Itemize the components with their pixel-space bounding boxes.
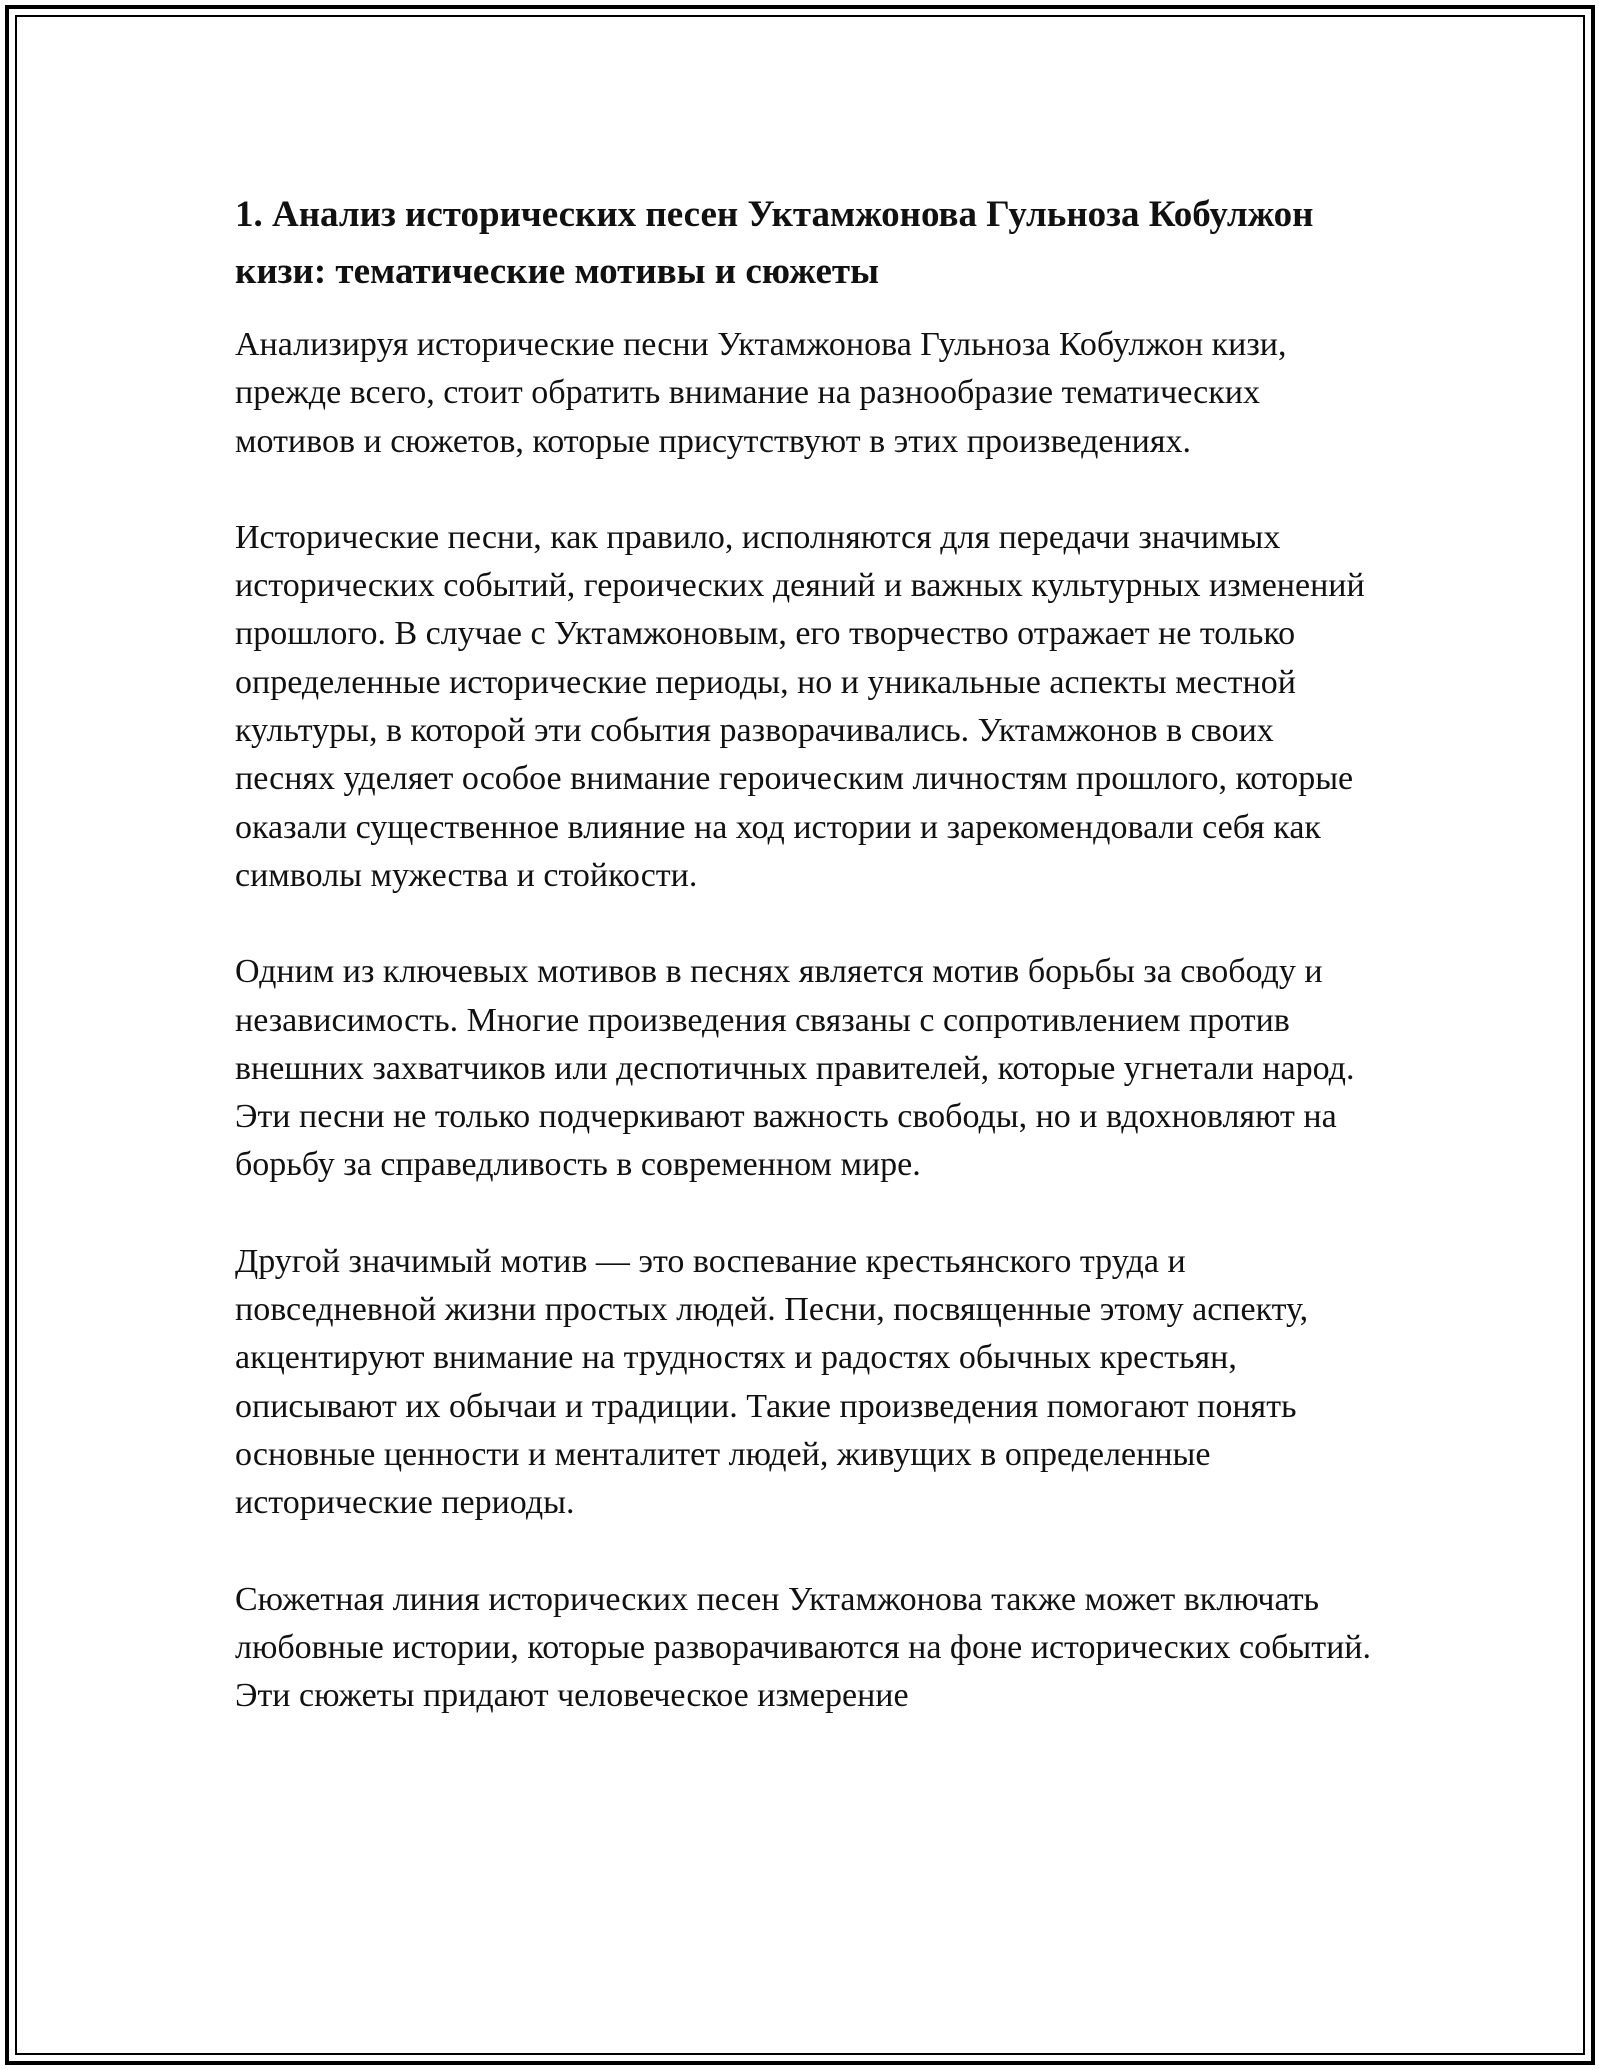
paragraph-5: Сюжетная линия исторических песен Уктамжонова также может включать любовные истории, которые разворачиваются на фоне исторических событий. Эти сюжеты придают человеческое измерение (235, 1580, 1371, 1715)
paragraph-3: Одним из ключевых мотивов в песнях является мотив борьбы за свободу и независимость. Многие произведения связаны с сопротивлением против внешних захватчиков или деспотичных правителей, которые угнетали народ. Эти песни не только подчеркивают важность свободы, но и вдохновляют на борьбу за справедливость в современном мире. (235, 953, 1355, 1184)
paragraph-1: Анализируя исторические песни Уктамжонова Гульноза Кобулжон кизи, прежде всего, стоит обратить внимание на разнообразие тематических мотивов и сюжетов, которые присутствуют в этих произведениях. (235, 326, 1287, 460)
paragraph-2: Исторические песни, как правило, исполняются для передачи значимых исторических событий, героических деяний и важных культурных изменений прошлого. В случае с Уктамжоновым, его творчество отражает не только определенные исторические периоды, но и уникальные аспекты местной культуры, в которой эти события разворачивались. Уктамжонов в своих песнях уделяет особое внимание героическим личностям прошлого, которые оказали существенное влияние на ход истории и зарекомендовали себя как символы мужества и стойкости. (235, 518, 1365, 894)
document-body (235, 186, 1375, 1768)
section-heading: 1. Анализ исторических песен Уктамжонова Гульноза Кобулжон кизи: тематические мотивы и сюжеты (235, 194, 1314, 292)
paragraph-4: Другой значимый мотив — это воспевание крестьянского труда и повседневной жизни простых людей. Песни, посвященные этому аспекту, акцентируют внимание на трудностях и радостях обычных крестьян, описывают их обычаи и традиции. Такие произведения помогают понять основные ценности и менталитет людей, живущих в определенные исторические периоды. (235, 1242, 1309, 1522)
